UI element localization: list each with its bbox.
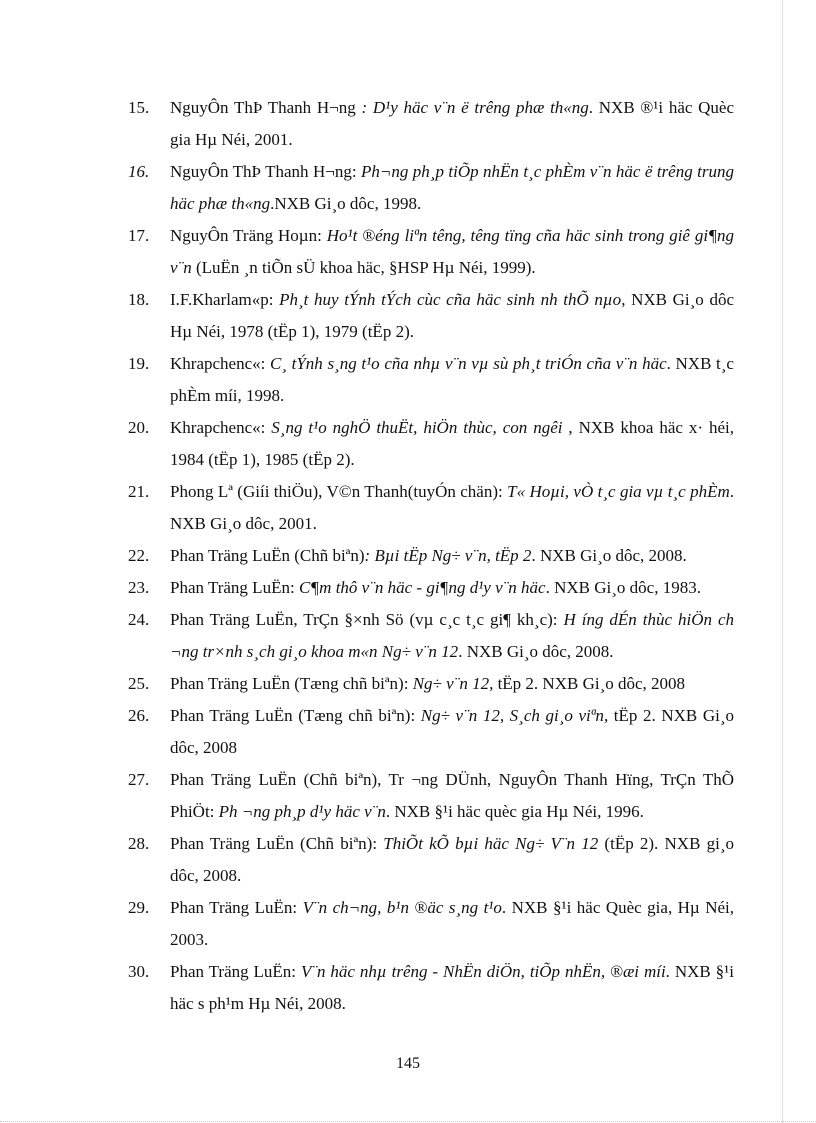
reference-number: 22. [128, 546, 150, 565]
reference-number: 30. [128, 962, 150, 981]
reference-author: Phan Träng LuËn: [170, 578, 299, 597]
reference-publisher: , NXB Gi¸o dôc Hµ Néi, 1978 (tËp 1), 1979 (tËp 2). [170, 290, 734, 341]
reference-title: Ph ¬ng ph¸p d¹y häc v¨n [218, 802, 386, 821]
reference-title: C¸ tÝnh s¸ng t¹o cña nhµ v¨n vµ sù ph¸t triÓn cña v¨n häc [269, 354, 667, 373]
reference-entry [128, 540, 734, 572]
reference-number: 21. [128, 482, 150, 501]
reference-text [170, 92, 734, 156]
reference-title: Ph¸t huy tÝnh tÝch cùc cña häc sinh nh thÕ nµo [279, 290, 622, 309]
reference-entry [128, 572, 734, 604]
reference-entry [128, 284, 734, 348]
reference-list [128, 92, 734, 1020]
reference-entry [128, 92, 734, 156]
reference-publisher: (LuËn ¸n tiÕn sÜ khoa häc, §HSP Hµ Néi, 1999). [191, 258, 536, 277]
reference-number: 18. [128, 290, 150, 309]
reference-title: T« Hoµi, vÒ t¸c gia vµ t¸c phÈm [507, 482, 730, 501]
reference-publisher: . NXB ®¹i häc Quèc gia Hµ Néi, 2001. [170, 98, 735, 149]
reference-title: : Bµi tËp Ng÷ v¨n, tËp 2 [364, 546, 532, 565]
reference-publisher: . NXB Gi¸o dôc, 2008. [458, 642, 614, 661]
reference-author: Phan Träng LuËn (Chñ biªn): [170, 834, 384, 853]
reference-entry [128, 476, 734, 540]
reference-author: Phan Träng LuËn: [170, 898, 303, 917]
reference-text [170, 764, 734, 828]
reference-title: Ng÷ v¨n 12, [412, 674, 498, 693]
reference-number: 16. [128, 162, 150, 181]
reference-author: Khrapchenc«: [170, 418, 272, 437]
reference-author: Phan Träng LuËn (Chñ biªn) [170, 546, 365, 565]
reference-title: ThiÕt kÕ bµi häc Ng÷ V¨n 12 [383, 834, 599, 853]
reference-author: Khrapchenc«: [170, 354, 270, 373]
reference-author: Phan Träng LuËn, TrÇn §×nh Sö (vµ c¸c t¸c gi¶ kh¸c): [170, 610, 564, 629]
reference-publisher: (tËp 2). NXB gi¸o dôc, 2008. [170, 834, 734, 885]
reference-text [170, 668, 734, 700]
reference-number: 23. [128, 578, 150, 597]
page-border-bottom [0, 1121, 816, 1122]
reference-author: NguyÔn Träng Hoµn: [170, 226, 327, 245]
reference-publisher: , tËp 2. NXB Gi¸o dôc, 2008 [170, 706, 734, 757]
reference-text [170, 156, 734, 220]
reference-number: 20. [128, 418, 150, 437]
reference-title: S¸ng t¹o nghÖ thuËt, hiÖn thùc, con ngêi [271, 418, 569, 437]
reference-title: : D¹y häc v¨n ë trêng phæ th«ng [355, 98, 589, 117]
reference-publisher: . NXB Gi¸o dôc, 1983. [545, 578, 701, 597]
reference-number: 15. [128, 98, 150, 117]
reference-author: Phan Träng LuËn (Tæng chñ biªn): [170, 674, 413, 693]
reference-text [170, 572, 734, 604]
reference-entry [128, 956, 734, 1020]
reference-text [170, 956, 734, 1020]
reference-number: 17. [128, 226, 150, 245]
reference-publisher: . NXB §¹i häc quèc gia Hµ Néi, 1996. [385, 802, 644, 821]
reference-title: V¨n ch¬ng, b¹n ®äc s¸ng t¹o [302, 898, 502, 917]
reference-text [170, 412, 734, 476]
reference-number: 28. [128, 834, 150, 853]
reference-text [170, 220, 734, 284]
reference-publisher: . NXB §¹i häc Quèc gia, Hµ Néi, 2003. [170, 898, 734, 949]
reference-title: H íng dÉn thùc hiÖn ch ¬ng tr×nh s¸ch gi¸o khoa m«n Ng÷ v¨n 12 [170, 610, 734, 661]
reference-entry [128, 220, 734, 284]
reference-entry [128, 892, 734, 956]
reference-title: C¶m thô v¨n häc - gi¶ng d¹y v¨n häc [298, 578, 546, 597]
reference-number: 25. [128, 674, 150, 693]
reference-publisher: .NXB Gi¸o dôc, 1998. [270, 194, 422, 213]
page-number: 145 [396, 1055, 420, 1072]
reference-text [170, 348, 734, 412]
reference-entry [128, 700, 734, 764]
reference-author: Phan Träng LuËn (Chñ biªn), Tr ¬ng DÜnh, NguyÔn Thanh Hïng, TrÇn ThÕ PhiÖt: [170, 770, 734, 821]
reference-publisher: tËp 2. NXB Gi¸o dôc, 2008 [497, 674, 686, 693]
reference-entry [128, 604, 734, 668]
reference-entry [128, 828, 734, 892]
reference-title: Ng÷ v¨n 12, S¸ch gi¸o viªn [420, 706, 604, 725]
reference-title: V¨n häc nhµ trêng - NhËn diÖn, tiÕp nhËn, ®æi míi [300, 962, 666, 981]
reference-number: 26. [128, 706, 150, 725]
reference-number: 24. [128, 610, 150, 629]
reference-publisher: . NXB §¹i häc s ph¹m Hµ Néi, 2008. [170, 962, 734, 1013]
reference-entry [128, 348, 734, 412]
reference-entry [128, 764, 734, 828]
reference-text [170, 700, 734, 764]
reference-author: Phan Träng LuËn (Tæng chñ biªn): [170, 706, 421, 725]
reference-number: 27. [128, 770, 150, 789]
reference-entry [128, 412, 734, 476]
reference-title: Ho¹t ®éng liªn têng, têng tïng cña häc sinh trong giê gi¶ng v¨n [170, 226, 734, 277]
page-border-right [782, 0, 783, 1123]
reference-number: 19. [128, 354, 150, 373]
reference-text [170, 540, 734, 572]
reference-author: Phong Lª (Giíi thiÖu), V©n Thanh(tuyÓn chän): [170, 482, 508, 501]
reference-author: I.F.Kharlam«p: [170, 290, 280, 309]
reference-text [170, 828, 734, 892]
reference-author: NguyÔn ThÞ Thanh H¬ng [170, 98, 356, 117]
reference-publisher: . NXB Gi¸o dôc, 2008. [531, 546, 687, 565]
reference-author: Phan Träng LuËn: [170, 962, 301, 981]
reference-entry [128, 668, 734, 700]
reference-text [170, 892, 734, 956]
reference-publisher: . NXB Gi¸o dôc, 2001. [170, 482, 735, 533]
reference-title: Ph¬ng ph¸p tiÕp nhËn t¸c phÈm v¨n häc ë trêng trung häc phæ th«ng [170, 162, 734, 213]
reference-number: 29. [128, 898, 150, 917]
reference-text [170, 604, 734, 668]
reference-entry [128, 156, 734, 220]
reference-publisher: , NXB khoa häc x· héi, 1984 (tËp 1), 1985 (tËp 2). [170, 418, 734, 469]
reference-text [170, 476, 734, 540]
reference-publisher: . NXB t¸c phÈm míi, 1998. [170, 354, 734, 405]
reference-author: NguyÔn ThÞ Thanh H¬ng: [170, 162, 361, 181]
reference-text [170, 284, 734, 348]
